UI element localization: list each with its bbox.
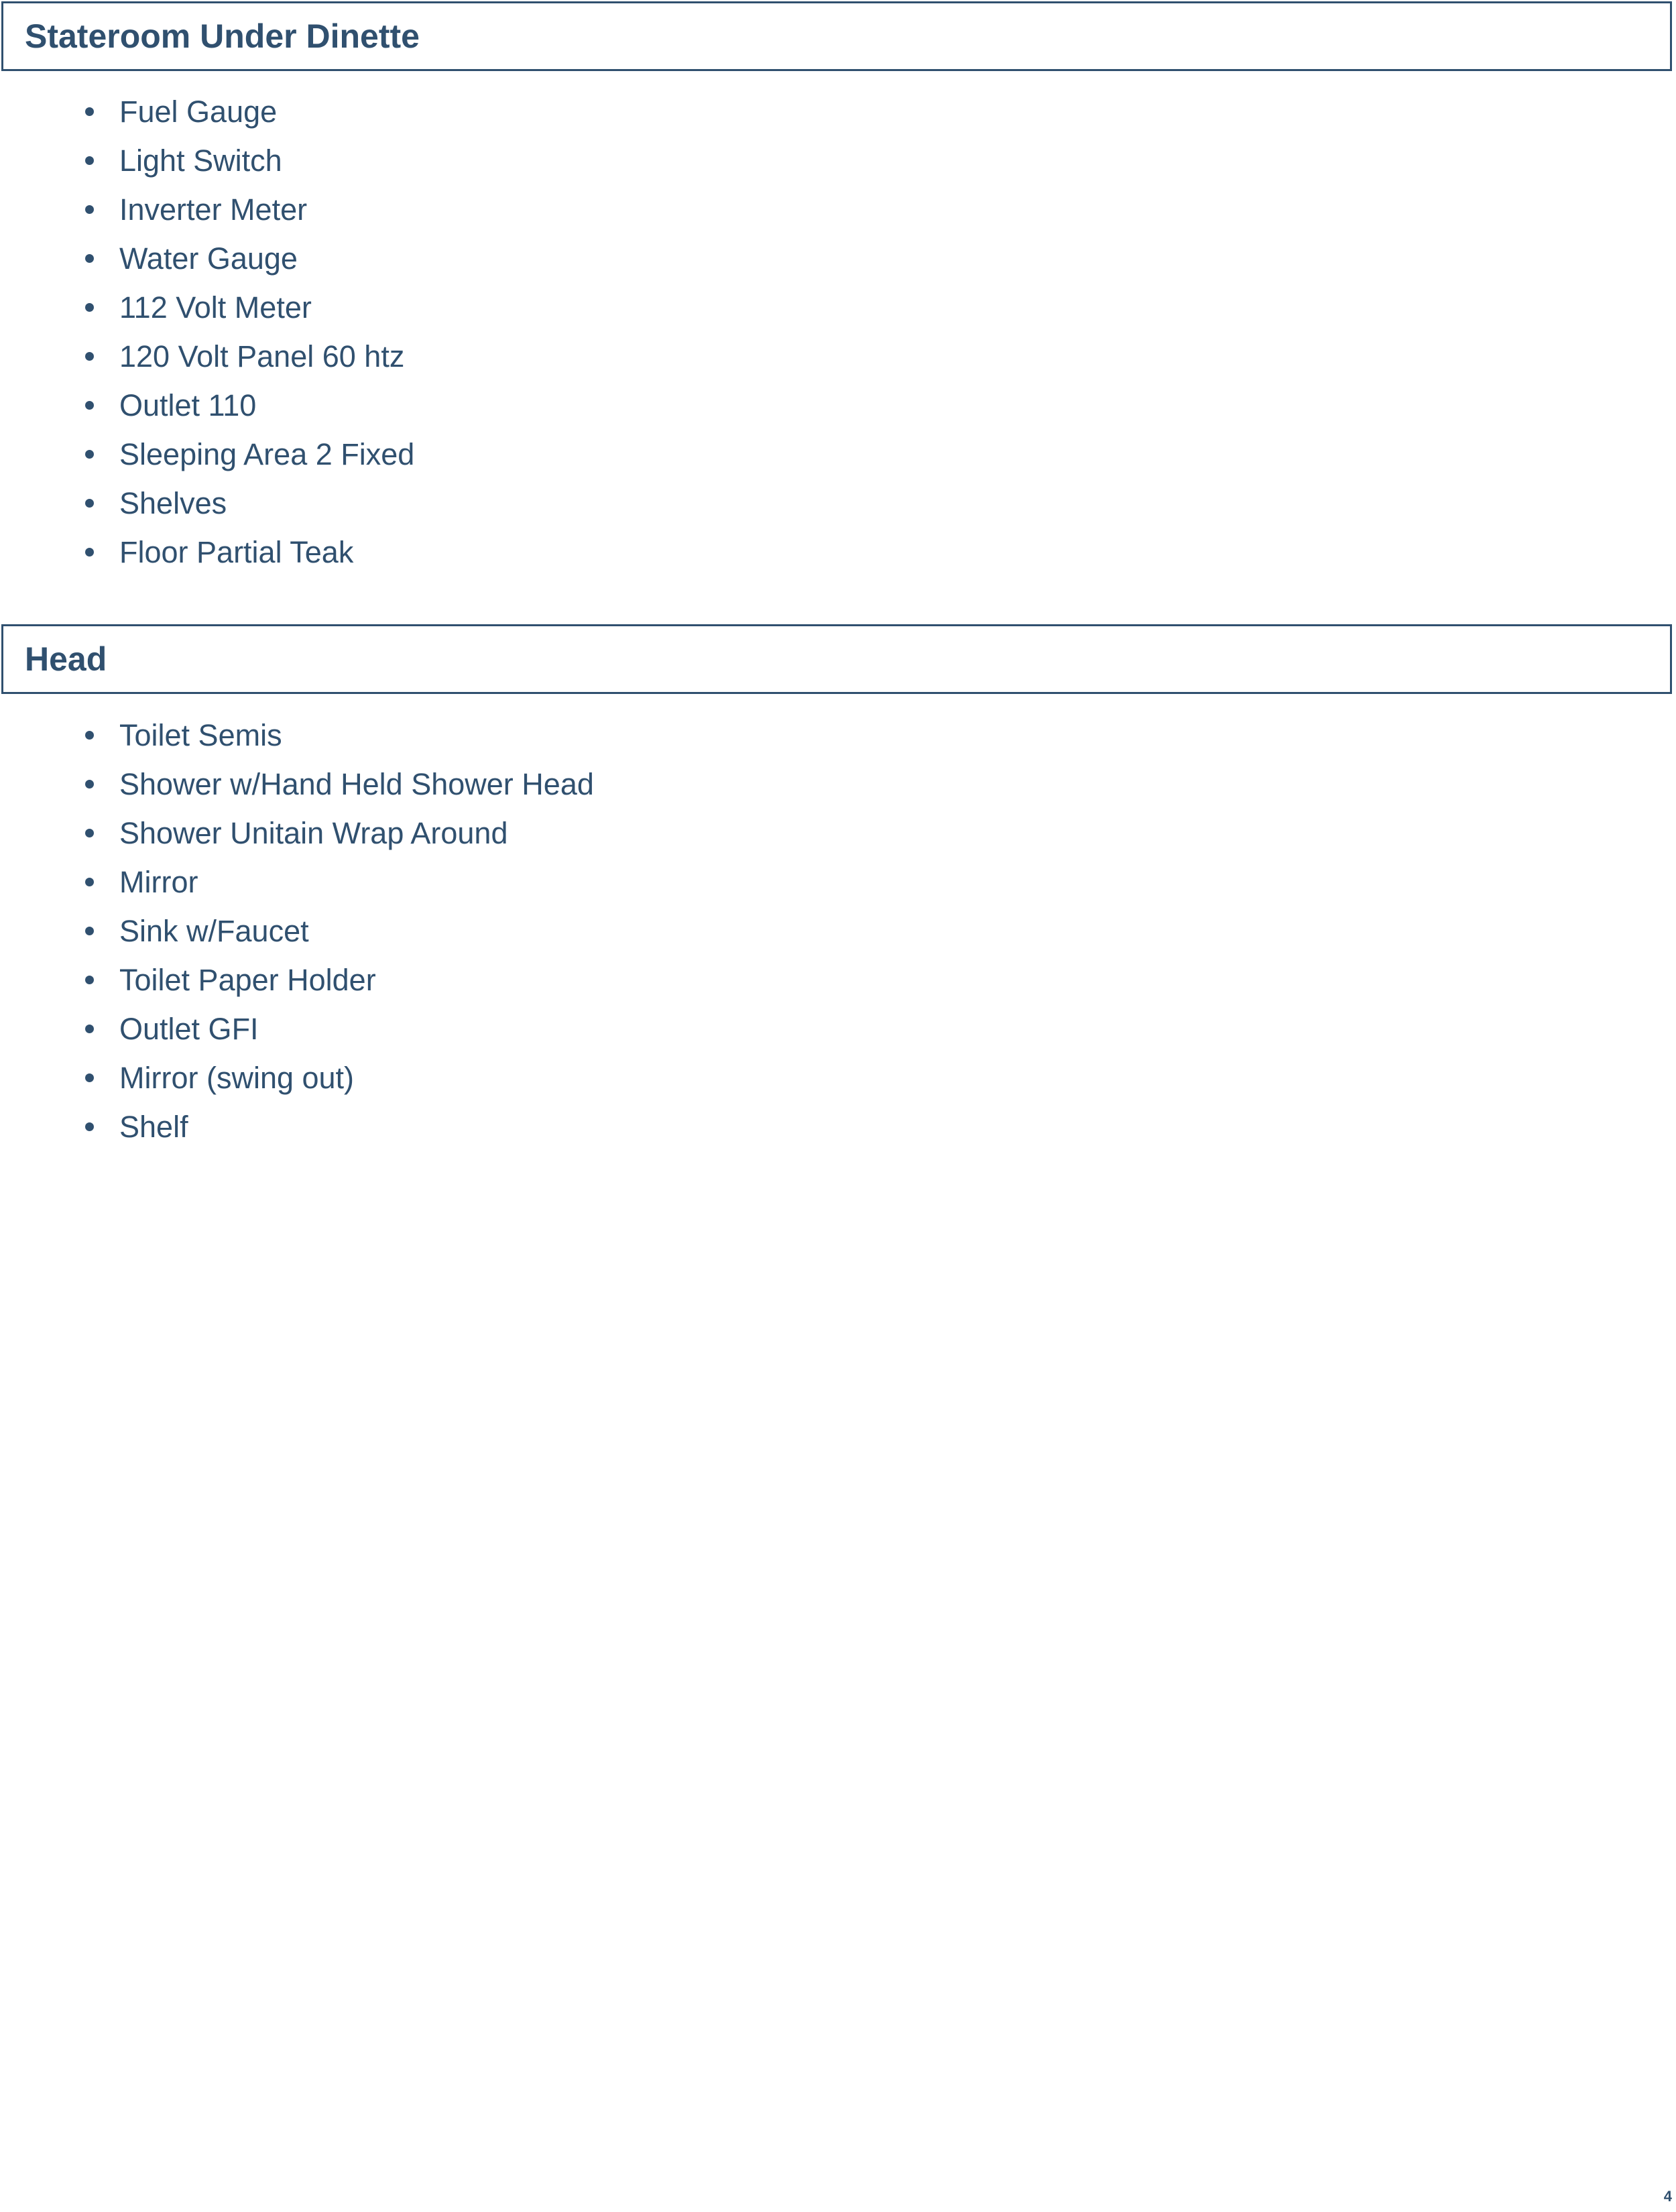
- bullet-icon: [85, 303, 94, 312]
- list-item: [0, 479, 414, 528]
- bullet-icon: [85, 927, 94, 935]
- list-item: [0, 234, 414, 283]
- list-item: [0, 907, 594, 955]
- section-title: Head: [25, 640, 107, 678]
- bullet-icon: [85, 780, 94, 789]
- bullet-icon: [85, 205, 94, 214]
- list-item-text: Sink w/Faucet: [119, 914, 309, 948]
- list-item: [0, 858, 594, 907]
- list-item-text: Outlet 110: [119, 388, 257, 422]
- list-item-text: Sleeping Area 2 Fixed: [119, 437, 415, 471]
- list-item: [0, 381, 414, 430]
- list-item-text: Water Gauge: [119, 241, 298, 276]
- bullet-icon: [85, 107, 94, 116]
- list-item-text: Mirror (swing out): [119, 1061, 355, 1095]
- list-item: [0, 430, 414, 479]
- bullet-icon: [85, 878, 94, 886]
- bullet-icon: [85, 1073, 94, 1082]
- bullet-icon: [85, 254, 94, 263]
- list-item: [0, 332, 414, 381]
- page-number: 4: [1663, 2188, 1672, 2205]
- list-item: [0, 528, 414, 577]
- bullet-icon: [85, 1025, 94, 1033]
- list-item-text: Shower Unitain Wrap Around: [119, 816, 508, 850]
- list-item-text: Shelves: [119, 486, 227, 520]
- bullet-icon: [85, 976, 94, 984]
- section-header-head: [1, 624, 1672, 694]
- section-title: Stateroom Under Dinette: [25, 17, 420, 55]
- list-item-text: Mirror: [119, 865, 198, 899]
- bullet-icon: [85, 156, 94, 165]
- section-header-stateroom: [1, 1, 1672, 71]
- bullet-icon: [85, 548, 94, 557]
- list-item: [0, 760, 594, 809]
- list-item-text: Shelf: [119, 1110, 188, 1144]
- list-item-text: 120 Volt Panel 60 htz: [119, 339, 405, 373]
- list-item: [0, 283, 414, 332]
- list-item-text: Floor Partial Teak: [119, 535, 354, 569]
- list-item: [0, 1004, 594, 1053]
- bullet-icon: [85, 401, 94, 410]
- list-item: [0, 711, 594, 760]
- list-item-text: Outlet GFI: [119, 1012, 259, 1046]
- list-item: [0, 1102, 594, 1151]
- bullet-icon: [85, 499, 94, 508]
- bullet-icon: [85, 829, 94, 837]
- bullet-icon: [85, 450, 94, 459]
- list-item-text: Fuel Gauge: [119, 95, 278, 129]
- list-item: [0, 185, 414, 234]
- list-item-text: Toilet Semis: [119, 718, 282, 752]
- list-item: [0, 955, 594, 1004]
- list-item: [0, 809, 594, 858]
- list-item-text: Light Switch: [119, 143, 282, 178]
- list-item-text: Inverter Meter: [119, 192, 308, 227]
- list-item-text: Toilet Paper Holder: [119, 963, 376, 997]
- item-list-stateroom: [0, 87, 414, 577]
- bullet-icon: [85, 1122, 94, 1131]
- list-item: [0, 1053, 594, 1102]
- bullet-icon: [85, 731, 94, 740]
- item-list-head: [0, 711, 594, 1151]
- list-item: [0, 136, 414, 185]
- list-item-text: 112 Volt Meter: [119, 290, 312, 325]
- list-item-text: Shower w/Hand Held Shower Head: [119, 767, 594, 801]
- list-item: [0, 87, 414, 136]
- bullet-icon: [85, 352, 94, 361]
